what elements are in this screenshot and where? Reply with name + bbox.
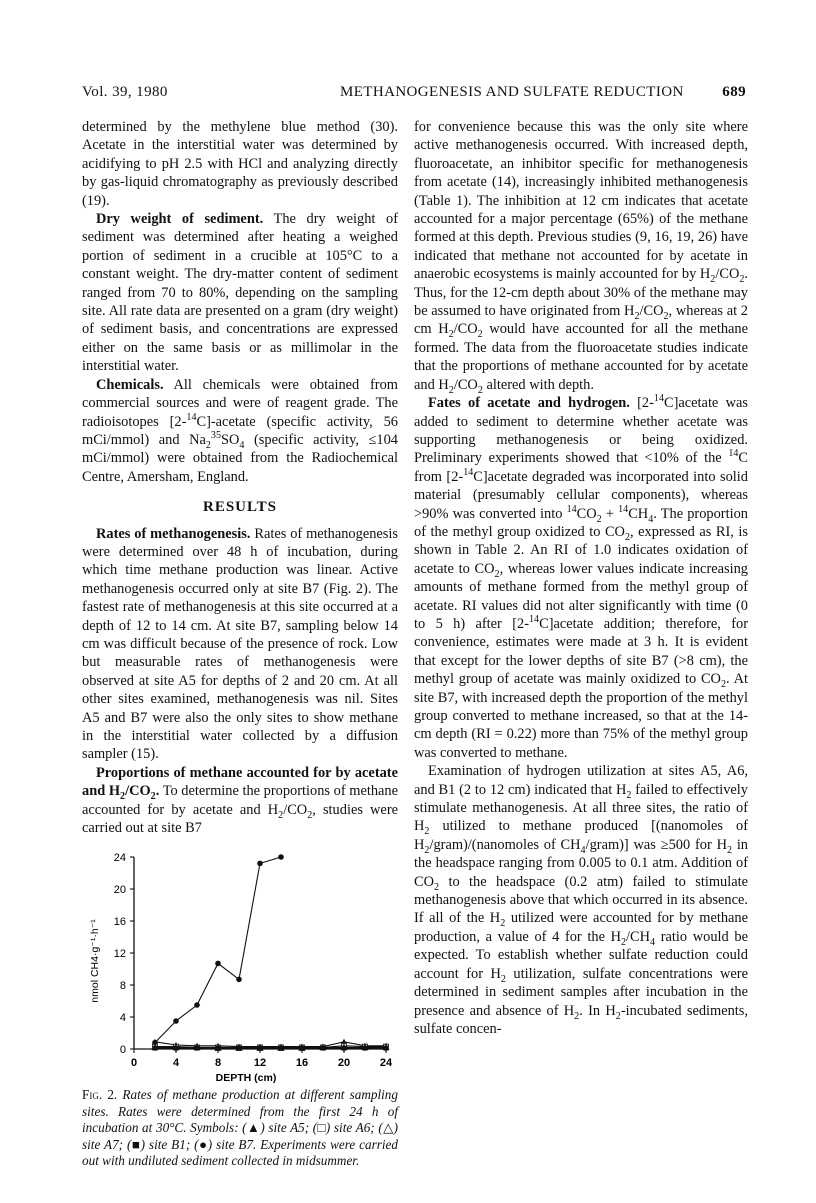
data-point — [194, 1003, 200, 1009]
x-tick-label: 16 — [295, 1057, 309, 1070]
data-point — [342, 1046, 347, 1051]
page-number: 689 — [722, 84, 746, 100]
runin-heading: Proportions of methane accounted for by acetate and $H_2/CO_2$. — [82, 764, 398, 803]
y-axis-label: nmol CH4·g⁻¹·h⁻¹ — [89, 919, 101, 1004]
left-column — [82, 118, 398, 1169]
figure-caption — [82, 1087, 398, 1169]
paragraph-proportions: Proportions of methane accounted for by acetate and $H_2/CO_2$. To determine the proportions of methane accounted for by acetate and $H_2/CO_2$, studies were carried out at site B7 — [82, 764, 399, 837]
x-tick-label: 4 — [172, 1057, 180, 1070]
x-tick-label: 8 — [214, 1057, 222, 1070]
runin-heading: Chemicals. — [96, 376, 164, 393]
y-tick-label: 8 — [119, 980, 126, 993]
chart-series-layer — [152, 855, 389, 1051]
x-tick-label: 0 — [130, 1057, 138, 1070]
data-point — [236, 977, 242, 983]
x-tick-label: 20 — [337, 1057, 351, 1070]
data-point — [174, 1046, 179, 1051]
methane-rate-chart — [82, 845, 398, 1085]
running-head — [82, 84, 746, 106]
data-point — [278, 855, 284, 861]
data-point — [215, 961, 221, 967]
y-tick-label: 4 — [119, 1012, 126, 1025]
figure-caption-text: Rates of methane production at different sampling sites. Rates were determined from the first 24 h of incubation at 30°C. Symbols: (▲) site A5; (□) site A6; (△) site A7; (■) site B1; (●) site B7. Experiments were carried out with undiluted sediment collected in midsummer. — [82, 1087, 398, 1169]
paragraph-rates: Rates of methanogenesis. Rates of methanogenesis were determined over 48 h of incubation, during which time methane production was linear. Active methanogenesis occurred only at site B7 (Fig. 2). The fastest rate of methanogenesis at this site occurred at a depth of 12 to 14 cm. At site B7, sampling below 14 cm was difficult because of the presence of rock. Low but measurable rates of methanogenesis were observed at site A5 for depths of 2 and 20 cm. At all other sites examined, methanogenesis was nil. Sites A5 and B7 were also the only sites to show methane in the interstitial water collected by a diffusion sampler (15). — [82, 525, 398, 763]
y-tick-label: 12 — [113, 948, 126, 961]
chart-axes — [114, 852, 393, 1069]
y-tick-label: 0 — [119, 1044, 126, 1057]
data-point — [279, 1046, 284, 1051]
data-point — [195, 1046, 200, 1051]
paragraph: determined by the methylene blue method (30). Acetate in the interstitial water was determined by acidifying to pH 2.5 with HCl and analyzing directly by gas-liquid chromatography as previously described (19). — [82, 119, 398, 209]
right-column — [414, 118, 748, 1038]
data-point — [173, 1019, 179, 1025]
data-point — [321, 1046, 326, 1051]
volume-label: Vol. 39, 1980 — [82, 84, 168, 100]
data-point — [363, 1046, 368, 1051]
x-axis-label: DEPTH (cm) — [215, 1072, 277, 1085]
figure-label: Fig. 2. — [82, 1087, 118, 1103]
x-tick-label: 24 — [379, 1057, 393, 1070]
data-point — [300, 1046, 305, 1051]
running-title: METHANOGENESIS AND SULFATE REDUCTION — [340, 84, 684, 100]
data-point — [237, 1046, 242, 1051]
paragraph-chemicals: Chemicals. All chemicals were obtained from commercial sources and were of reagent grade. The radioisotopes [2-$^{14}$C]-acetate (specific activity, 56 mCi/mmol) and $Na_2^{35}SO_4$ (specific activity, ≤104 mCi/mmol) were obtained from the Radiochemical Centre, Amersham, England. — [82, 376, 398, 485]
runin-heading: Fates of acetate and hydrogen. — [428, 395, 630, 412]
runin-heading: Rates of methanogenesis. — [96, 525, 251, 542]
runin-heading: Dry weight of sediment. — [96, 211, 264, 228]
series — [152, 855, 284, 1046]
data-point — [384, 1046, 389, 1051]
x-tick-label: 12 — [253, 1057, 267, 1070]
paragraph-dry-weight: Dry weight of sediment. The dry weight of sediment was determined after heating a weighed portion of sediment in a crucible at 105°C to a constant weight. The dry-matter content of sediment ranged from 70 to 80%, depending on the sampling site. All rate data are presented on a gram (dry weight) of sediment basis, and concentrations are expressed either on the same basis or as millimolar in the interstitial water. — [82, 211, 398, 375]
data-point — [216, 1046, 221, 1051]
y-tick-label: 24 — [113, 852, 126, 865]
series-line — [155, 857, 281, 1043]
paragraph-fates: Fates of acetate and hydrogen. [2-$^{14}$C]acetate was added to sediment to determine whether acetate was supporting methanogenesis or being oxidized. Preliminary experiments showed that <10% of the $^{14}$C from [2-$^{14}$C]acetate degraded was incorporated into solid material (presumably cellular components), whereas >90% was converted into $^{14}CO_2 + ^{14}CH_4$. The proportion of the methyl group oxidized to $CO_2$, expressed as RI, is shown in Table 2. An RI of 1.0 indicates oxidation of acetate to $CO_2$, whereas lower values indicate increasing amounts of methane formed from the methyl group of acetate. RI values did not alter significantly with time (0 to 5 h) after [2-$^{14}$C]acetate addition; therefore, for convenience, estimates were made at 3 h. It is evident that except for the lower depths of site B7 (>8 cm), the methyl group of acetate was mainly oxidized to $CO_2$. At site B7, with increased depth the proportion of the methyl group converted to methane increased, so that at the 14-cm depth (RI = 0.22) more than 75% of the methyl group was converted to methane. — [414, 393, 748, 761]
figure-2 — [82, 845, 398, 1169]
y-tick-label: 20 — [113, 884, 126, 897]
y-tick-label: 16 — [113, 916, 126, 929]
paragraph-examination: Examination of hydrogen utilization at sites A5, A6, and B1 (2 to 12 cm) indicated that $H_2$ failed to effectively stimulate methanogenesis. At all three sites, the ratio of $H_2$ utilized to methane produced [(nanomoles of $H_2/gram)/(nanomoles$ of $CH_4/gram$)] was ≥500 for $H_2$ in the headspace ranging from 0.005 to 0.1 atm. Addition of $CO_2$ to the headspace (0.2 atm) failed to stimulate methanogenesis above that which occurred in its absence. If all of the $H_2$ utilized were accounted for by methane production, a value of 4 for the $H_2/CH_4$ ratio would be expected. To establish whether sulfate reduction could account for $H_2$ utilization, sulfate concentrations were determined in sediment samples after incubation in the presence and absence of $H_2$. In $H_2$-incubated sediments, sulfate concen- — [414, 763, 749, 1037]
data-point — [258, 1046, 263, 1051]
data-point — [257, 861, 263, 867]
data-point — [153, 1046, 158, 1051]
section-heading-results: RESULTS — [203, 499, 277, 516]
paragraph-continued: for convenience because this was the only site where active methanogenesis occurred. With increased depth, fluoroacetate, an inhibitor specific for methanogenesis from acetate (14), increasingly inhibited methanogenesis (Table 1). The inhibition at 12 cm indicates that acetate accounted for a major percentage (65%) of the methane formed at this depth. Previous studies (9, 16, 19, 26) have indicated that methane not accounted for by acetate in anaerobic ecosystems is mainly accounted for by $H_2/CO_2$. Thus, for the 12-cm depth about 30% of the methane may be assumed to have originated from $H_2/CO_2$, whereas at 2 cm $H_2/CO_2$ would have accounted for all the methane formed. The data from the fluoroacetate studies indicate that the proportions of methane accounted for by acetate and $H_2/CO_2$ altered with depth. — [414, 119, 748, 396]
